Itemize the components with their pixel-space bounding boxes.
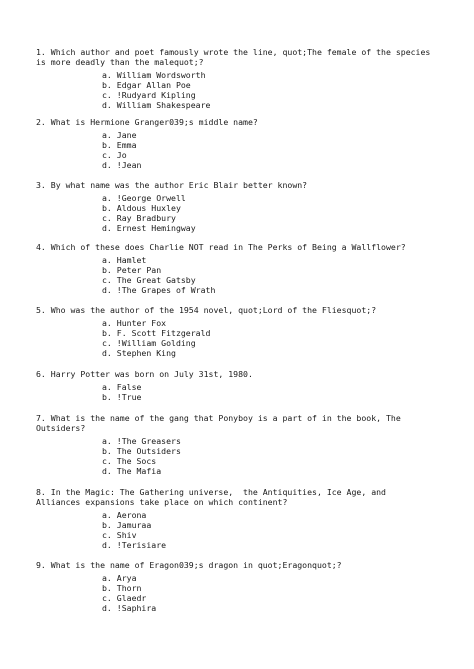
- answer-option: b. Emma: [102, 140, 137, 150]
- answer-option: c. !Rudyard Kipling: [102, 90, 196, 100]
- answer-option: a. !George Orwell: [102, 193, 186, 203]
- answer-option: d. William Shakespeare: [102, 100, 211, 110]
- question-text: 2. What is Hermione Granger039;s middle name?: [36, 117, 258, 127]
- answer-option: b. F. Scott Fitzgerald: [102, 328, 211, 338]
- answer-option: d. Ernest Hemingway: [102, 223, 196, 233]
- question-text: Outsiders?: [36, 423, 86, 433]
- answer-option: d. !Saphira: [102, 603, 157, 613]
- answer-option: d. Stephen King: [102, 348, 176, 358]
- question-text: 7. What is the name of the gang that Ponyboy is a part of in the book, The: [36, 413, 401, 423]
- answer-option: c. Shiv: [102, 530, 137, 540]
- answer-option: c. Glaedr: [102, 593, 147, 603]
- question-text: 3. By what name was the author Eric Blair better known?: [36, 180, 308, 190]
- answer-option: a. Arya: [102, 573, 137, 583]
- answer-option: b. Jamuraa: [102, 520, 152, 530]
- answer-option: a. William Wordsworth: [102, 70, 206, 80]
- question-text: Alliances expansions take place on which continent?: [36, 497, 288, 507]
- answer-option: d. !The Grapes of Wrath: [102, 285, 216, 295]
- answer-option: a. Aerona: [102, 510, 147, 520]
- answer-option: c. The Socs: [102, 456, 157, 466]
- question-text: 6. Harry Potter was born on July 31st, 1980.: [36, 369, 253, 379]
- question-text: 9. What is the name of Eragon039;s dragon in quot;Eragonquot;?: [36, 560, 342, 570]
- question-text: 4. Which of these does Charlie NOT read in The Perks of Being a Wallflower?: [36, 242, 406, 252]
- question-text: is more deadly than the malequot;?: [36, 57, 204, 67]
- answer-option: a. Jane: [102, 130, 137, 140]
- answer-option: b. Aldous Huxley: [102, 203, 181, 213]
- question-text: 8. In the Magic: The Gathering universe, the Antiquities, Ice Age, and: [36, 487, 386, 497]
- answer-option: a. Hunter Fox: [102, 318, 167, 328]
- answer-option: d. !Terisiare: [102, 540, 167, 550]
- answer-option: c. The Great Gatsby: [102, 275, 196, 285]
- answer-option: a. False: [102, 382, 142, 392]
- question-text: 1. Which author and poet famously wrote the line, quot;The female of the species: [36, 47, 431, 57]
- answer-option: c. Ray Bradbury: [102, 213, 176, 223]
- answer-option: d. The Mafia: [102, 466, 162, 476]
- question-text: 5. Who was the author of the 1954 novel, quot;Lord of the Fliesquot;?: [36, 305, 377, 315]
- answer-option: b. Edgar Allan Poe: [102, 80, 191, 90]
- answer-option: b. Peter Pan: [102, 265, 162, 275]
- answer-option: c. !William Golding: [102, 338, 196, 348]
- answer-option: a. !The Greasers: [102, 436, 181, 446]
- answer-option: c. Jo: [102, 150, 127, 160]
- answer-option: b. The Outsiders: [102, 446, 181, 456]
- answer-option: a. Hamlet: [102, 255, 147, 265]
- answer-option: d. !Jean: [102, 160, 142, 170]
- answer-option: b. Thorn: [102, 583, 142, 593]
- answer-option: b. !True: [102, 392, 142, 402]
